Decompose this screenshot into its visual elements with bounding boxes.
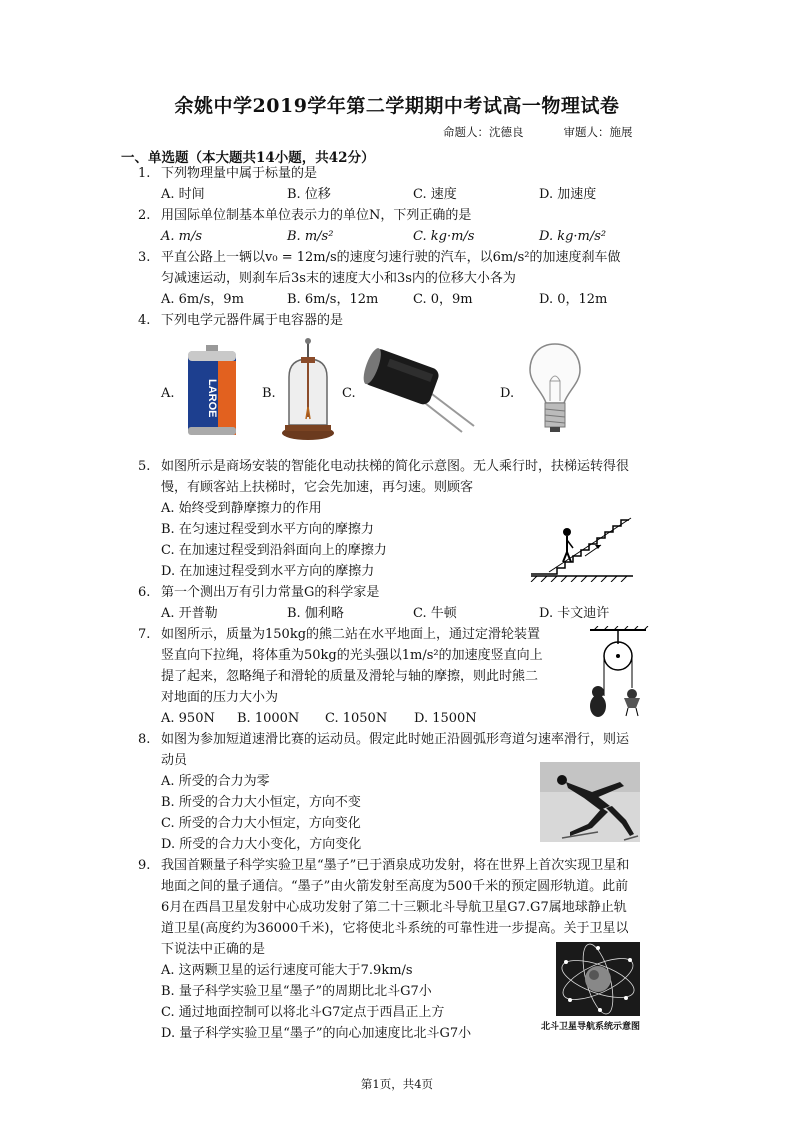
option-b: B. 量子科学实验卫星“墨子”的周期比北斗G7小 (161, 984, 432, 999)
exam-title: 余姚中学2019学年第二学期期中考试高一物理试卷 (174, 95, 620, 117)
battery-image (184, 343, 240, 438)
question-number: 5. (138, 459, 151, 474)
option-a: A. 所受的合力为零 (161, 774, 270, 789)
question-text: 平直公路上一辆以v₀ = 12m/s的速度匀速行驶的汽车，以6m/s²的加速度刹车做 (161, 250, 621, 265)
option-c: C. (342, 386, 356, 401)
option-d: D. 1500N (414, 711, 477, 726)
option-c: C. kg·m/s (413, 229, 475, 244)
option-a: A. 开普勒 (161, 606, 218, 621)
section-heading: 一、单选题（本大题共14小题，共42分） (121, 150, 375, 166)
satellite-system-image (556, 942, 640, 1016)
option-a: A. (161, 386, 175, 401)
question-text: 第一个测出万有引力常量G的科学家是 (161, 585, 380, 600)
option-c: C. 速度 (413, 187, 457, 202)
question-text: 如图所示，质量为150kg的熊二站在水平地面上，通过定滑轮装置 (161, 627, 541, 642)
question-number: 4. (138, 313, 151, 328)
option-a: A. 始终受到静摩擦力的作用 (161, 501, 322, 516)
question-text: 慢，有顾客站上扶梯时，它会先加速，再匀速。则顾客 (161, 480, 474, 495)
figure-caption: 北斗卫星导航系统示意图 (541, 1022, 641, 1032)
question-text: 下列物理量中属于标量的是 (161, 166, 318, 181)
option-d: D. 在加速过程受到水平方向的摩擦力 (161, 564, 375, 579)
page-footer: 第1页，共4页 (360, 1077, 434, 1091)
question-text: 匀减速运动，则刹车后3s末的速度大小和3s内的位移大小各为 (161, 271, 516, 286)
question-number: 7. (138, 627, 151, 642)
question-text: 用国际单位制基本单位表示力的单位N，下列正确的是 (161, 208, 472, 223)
question-text: 动员 (161, 753, 188, 768)
option-b: B. 所受的合力大小恒定，方向不变 (161, 795, 361, 810)
option-d: D. 所受的合力大小变化，方向变化 (161, 837, 362, 852)
question-text: 道卫星(高度约为36000千米)，它将使北斗系统的可靠性进一步提高。关于卫星以 (161, 921, 629, 936)
escalator-diagram (527, 512, 637, 582)
question-text: 如图为参加短道速滑比赛的运动员。假定此时她正沿圆弧形弯道匀速率滑行，则运 (161, 732, 630, 747)
option-d: D. 加速度 (539, 187, 597, 202)
option-c: C. 所受的合力大小恒定，方向变化 (161, 816, 361, 831)
capacitor-image (362, 348, 492, 434)
option-a: A. m/s (161, 229, 203, 244)
option-b: B. 1000N (237, 711, 300, 726)
question-text: 我国首颗量子科学实验卫星“墨子”已于酒泉成功发射，将在世界上首次实现卫星和 (161, 858, 630, 873)
option-a: A. 950N (161, 711, 215, 726)
reviewer: 审题人：施展 (563, 125, 633, 139)
option-d: D. 卡文迪许 (539, 606, 610, 621)
question-number: 6. (138, 585, 151, 600)
option-b: B. 位移 (287, 187, 331, 202)
question-text: 6月在西昌卫星发射中心成功发射了第二十三颗北斗导航卫星G7.G7属地球静止轨 (161, 900, 627, 915)
pulley-diagram (580, 626, 654, 720)
option-d: D. (500, 386, 515, 401)
option-b: B. 6m/s，12m (287, 292, 379, 307)
authors-line (443, 124, 673, 140)
option-b: B. m/s² (287, 229, 334, 244)
option-a: A. 6m/s，9m (161, 292, 244, 307)
option-c: C. 牛顿 (413, 606, 457, 621)
question-number: 3. (138, 250, 151, 265)
question-text: 对地面的压力大小为 (161, 690, 279, 705)
option-b: B. (262, 386, 276, 401)
skater-photo (540, 762, 640, 842)
option-b: B. 伽利略 (287, 606, 344, 621)
question-number: 8. (138, 732, 151, 747)
option-d: D. 量子科学实验卫星“墨子”的向心加速度比北斗G7小 (161, 1026, 472, 1041)
lightbulb-image (526, 341, 584, 437)
question-number: 9. (138, 858, 151, 873)
question-number: 2. (138, 208, 151, 223)
option-c: C. 在加速过程受到沿斜面向上的摩擦力 (161, 543, 387, 558)
option-b: B. 在匀速过程受到水平方向的摩擦力 (161, 522, 374, 537)
question-text: 如图所示是商场安装的智能化电动扶梯的简化示意图。无人乘行时，扶梯运转得很 (161, 459, 630, 474)
battery-brand: LAROE (206, 379, 218, 418)
option-c: C. 1050N (325, 711, 388, 726)
question-text: 地面之间的量子通信。“墨子”由火箭发射至高度为500千米的预定圆形轨道。此前 (161, 879, 629, 894)
question-text: 下说法中正确的是 (161, 942, 266, 957)
question-text: 竖直向下拉绳，将体重为50kg的光头强以1m/s²的加速度竖直向上 (161, 648, 543, 663)
question-text: 提了起来，忽略绳子和滑轮的质量及滑轮与轴的摩擦，则此时熊二 (161, 669, 539, 684)
option-c: C. 通过地面控制可以将北斗G7定点于西昌正上方 (161, 1005, 445, 1020)
electroscope-image (279, 337, 337, 445)
option-d: D. kg·m/s² (539, 229, 607, 244)
option-a: A. 这两颗卫星的运行速度可能大于7.9km/s (161, 963, 413, 978)
question-number: 1. (138, 166, 151, 181)
option-c: C. 0，9m (413, 292, 473, 307)
option-d: D. 0，12m (539, 292, 608, 307)
setter: 命题人：沈德良 (443, 125, 524, 139)
question-text: 下列电学元器件属于电容器的是 (161, 313, 344, 328)
option-a: A. 时间 (161, 187, 205, 202)
